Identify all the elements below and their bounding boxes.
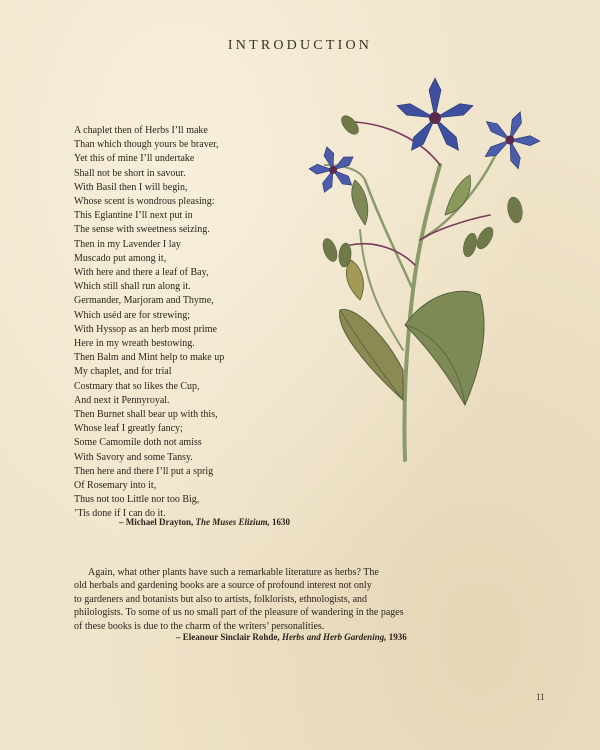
poem-line: Than which though yours be braver, [74,139,219,151]
page-title: INTRODUCTION [227,38,373,53]
poem-line: With Basil then I will begin, [74,181,188,193]
quote-attribution-year: 1936 [386,632,407,642]
poem-line: With Savory and some Tansy. [74,451,193,463]
poem-line: Costmary that so likes the Cup, [74,380,200,392]
poem [74,124,224,522]
quote-line: to gardeners and botanists but also to artists, folklorists, ethnologists, and [74,593,368,605]
poem-line: This Eglantine I’ll next put in [74,210,193,222]
quote-line: Again, what other plants have such a remarkable literature as herbs? The [88,567,379,578]
borage-illustration [285,70,550,470]
poem-line: The sense with sweetness seizing. [74,224,210,236]
poem-line: Then in my Lavender I lay [74,238,181,250]
poem-line: Which uséd are for strewing; [74,309,191,321]
poem-line: Then here and there I’ll put a sprig [74,465,214,477]
quote-attribution-work: Herbs and Herb Gardening, [281,632,387,642]
poem-line: Thus not too Little nor too Big, [74,494,200,506]
page-number: 11 [536,692,545,702]
poem-line: Then Balm and Mint help to make up [74,352,225,364]
poem-line: With here and there a leaf of Bay, [74,267,209,279]
quote-line: philologists. To some of us no small part of the pleasure of wandering in the pages [74,607,404,619]
poem-line: Yet this of mine I’ll undertake [74,153,195,165]
poem-attribution-author: – Michael Drayton, [119,517,196,527]
quote-paragraph [74,566,534,633]
poem-line: Then Burnet shall bear up with this, [74,409,218,421]
poem-line: Some Camomile doth not amiss [74,437,202,449]
poem-attribution [119,517,290,527]
poem-line: With Hyssop as an herb most prime [74,323,217,335]
poem-attribution-year: 1630 [269,517,291,527]
poem-line: Here in my wreath bestowing. [74,338,195,350]
quote-line: old herbals and gardening books are a source of profound interest not only [74,580,372,592]
poem-line: Whose scent is wondrous pleasing: [74,196,215,208]
poem-line: And next it Pennyroyal. [74,394,170,406]
poem-line: Which still shall run along it. [74,281,191,293]
poem-line: Germander, Marjoram and Thyme, [74,295,214,307]
poem-line: Muscado put among it, [74,252,167,264]
quote-line: of these books is due to the charm of the writers’ personalities. [74,620,325,632]
poem-line: My chaplet, and for trial [74,366,172,378]
poem-line: A chaplet then of Herbs I’ll make [74,125,208,136]
quote-attribution [176,632,407,642]
poem-line: Shall not be short in savour. [74,167,186,179]
poem-line: ’Tis done if I can do it. [74,508,166,520]
poem-attribution-work: The Muses Elizium, [195,517,270,527]
poem-line: Of Rosemary into it, [74,480,157,492]
poem-line: Whose leaf I greatly fancy; [74,423,183,435]
quote-attribution-author: – Eleanour Sinclair Rohde, [176,632,282,642]
